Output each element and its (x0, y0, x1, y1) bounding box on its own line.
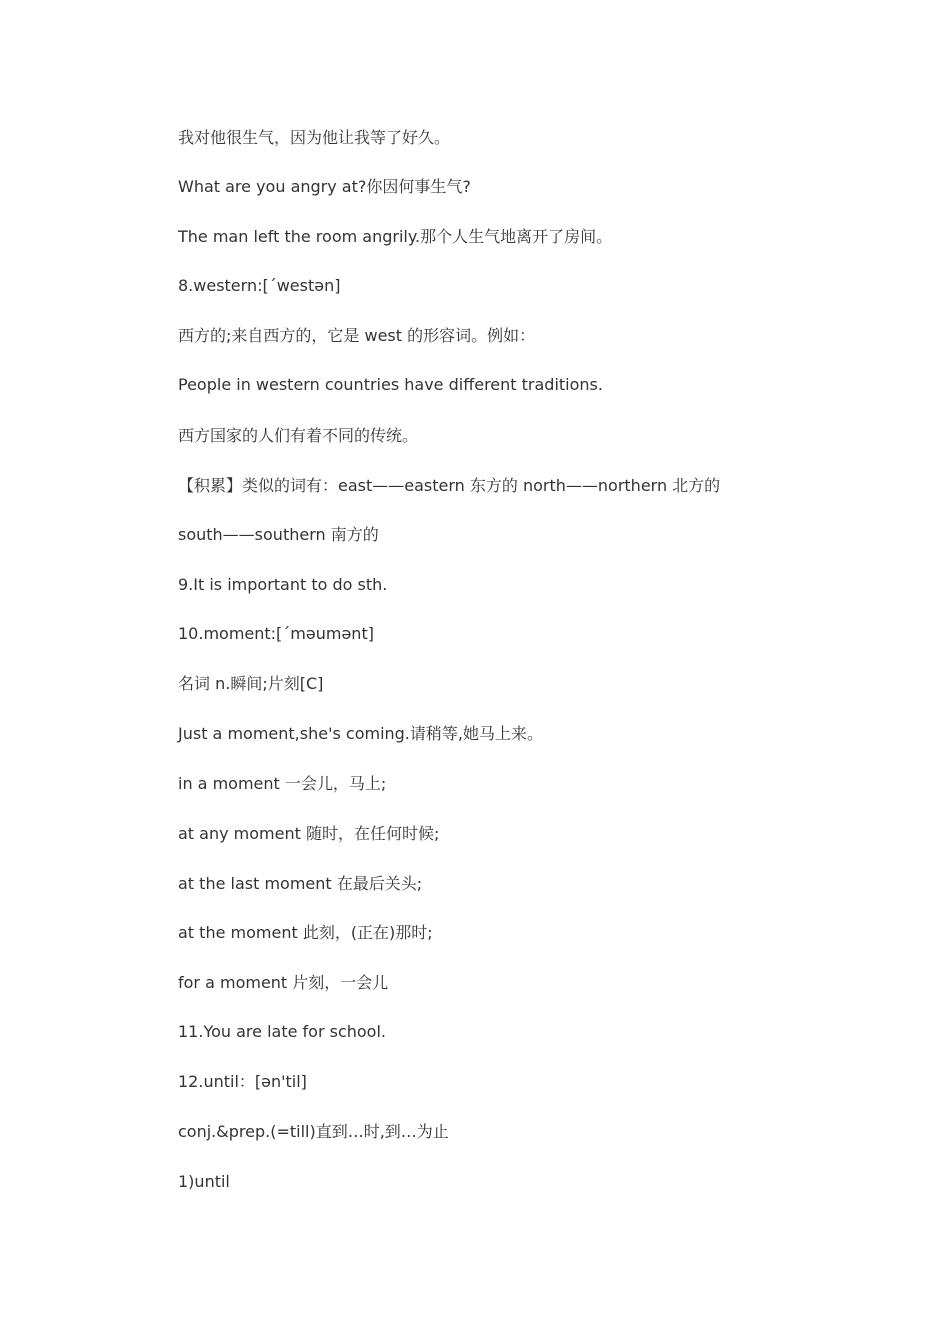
text-line: People in western countries have different traditions. (178, 375, 603, 394)
text-line: 1)until (178, 1172, 230, 1191)
heading-late: 11.You are late for school. (178, 1022, 386, 1041)
text-line: Just a moment,she's coming.请稍等,她马上来。 (178, 724, 543, 743)
heading-important: 9.It is important to do sth. (178, 575, 388, 594)
heading-moment: 10.moment:[ˊməumənt] (178, 624, 374, 643)
text-line: 西方国家的人们有着不同的传统。 (178, 426, 419, 445)
heading-western: 8.western:[ˊwestən] (178, 276, 341, 295)
text-line: The man left the room angrily.那个人生气地离开了房间。 (178, 227, 613, 246)
heading-until: 12.until：[ən'til] (178, 1072, 307, 1091)
text-line: conj.&prep.(=till)直到…时,到…为止 (178, 1122, 449, 1141)
text-line: at the moment 此刻，(正在)那时; (178, 923, 433, 942)
text-line: in a moment 一会儿，马上; (178, 774, 387, 793)
text-line: 名词 n.瞬间;片刻[C] (178, 674, 324, 693)
text-line: 西方的;来自西方的，它是 west 的形容词。例如： (178, 326, 536, 345)
text-line: at any moment 随时，在任何时候; (178, 824, 440, 843)
text-line: at the last moment 在最后关头; (178, 874, 423, 893)
text-line: What are you angry at?你因何事生气? (178, 177, 471, 196)
text-line: for a moment 片刻，一会儿 (178, 973, 389, 992)
text-line: south——southern 南方的 (178, 525, 379, 544)
text-line: 【积累】类似的词有：east——eastern 东方的 north——northern 北方的 (178, 476, 721, 495)
text-line: 我对他很生气，因为他让我等了好久。 (178, 128, 451, 147)
